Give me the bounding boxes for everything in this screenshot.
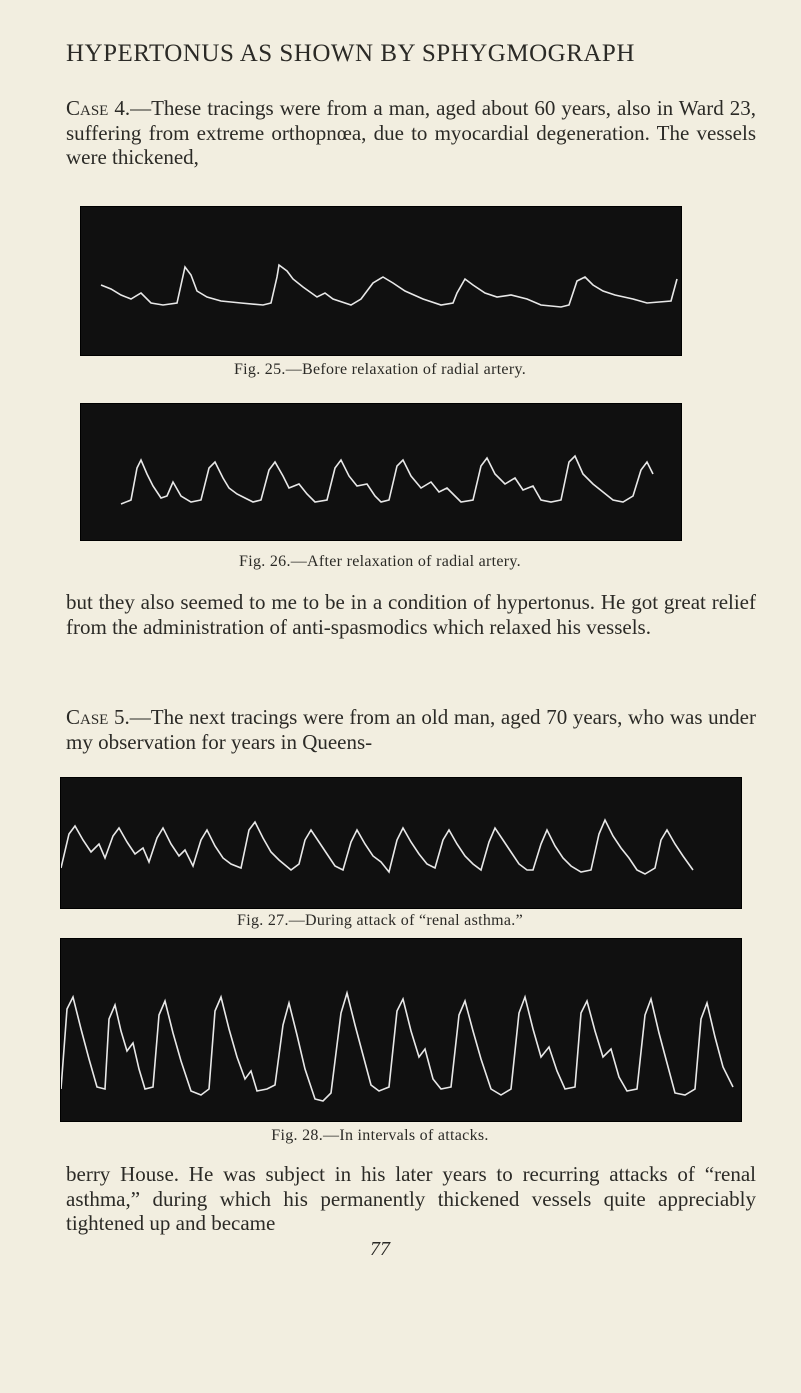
figure-26-svg xyxy=(81,404,681,540)
figure-28-tracing xyxy=(60,938,742,1122)
figure-25-pulse-trace xyxy=(101,265,677,307)
figure-28-svg xyxy=(61,939,741,1121)
final-paragraph: berry House. He was subject in his later years to recurring attacks of “renal asthma,” during which his permanently thickened vessels quite appreciably tightened up and became xyxy=(66,1162,756,1235)
figure-27-pulse-trace xyxy=(61,820,693,874)
figure-28-pulse-trace xyxy=(61,993,733,1101)
figure-27-tracing xyxy=(60,777,742,909)
figure-25-caption: Fig. 25.—Before relaxation of radial artery. xyxy=(233,361,527,378)
figure-28-caption: Fig. 28.—In intervals of attacks. xyxy=(271,1127,489,1144)
figure-26-pulse-trace xyxy=(121,456,653,504)
figure-26-tracing xyxy=(80,403,682,541)
figure-25-tracing xyxy=(80,206,682,356)
figure-25-svg xyxy=(81,207,681,355)
case-5-label: Case 5. xyxy=(66,705,130,729)
case-4-label: Case 4. xyxy=(66,96,131,120)
case-5-paragraph xyxy=(66,705,756,754)
case-4-text: —These tracings were from a man, aged about 60 years, also in Ward 23, suffering from extreme orthopnœa, due to myocardial degeneration. The vessels were thickened, xyxy=(66,96,756,169)
middle-paragraph: but they also seemed to me to be in a condition of hypertonus. He got great relief from the administration of anti-spasmodics which relaxed his vessels. xyxy=(66,590,756,639)
case-4-paragraph xyxy=(66,96,756,170)
page-number: 77 xyxy=(370,1238,390,1260)
figure-26-caption: Fig. 26.—After relaxation of radial artery. xyxy=(239,553,521,570)
case-5-text: —The next tracings were from an old man, aged 70 years, who was under my observation for years in Queens- xyxy=(66,705,756,754)
figure-27-svg xyxy=(61,778,741,908)
running-header: HYPERTONUS AS SHOWN BY SPHYGMOGRAPH xyxy=(66,40,635,67)
figure-27-caption: Fig. 27.—During attack of “renal asthma.” xyxy=(237,912,523,929)
